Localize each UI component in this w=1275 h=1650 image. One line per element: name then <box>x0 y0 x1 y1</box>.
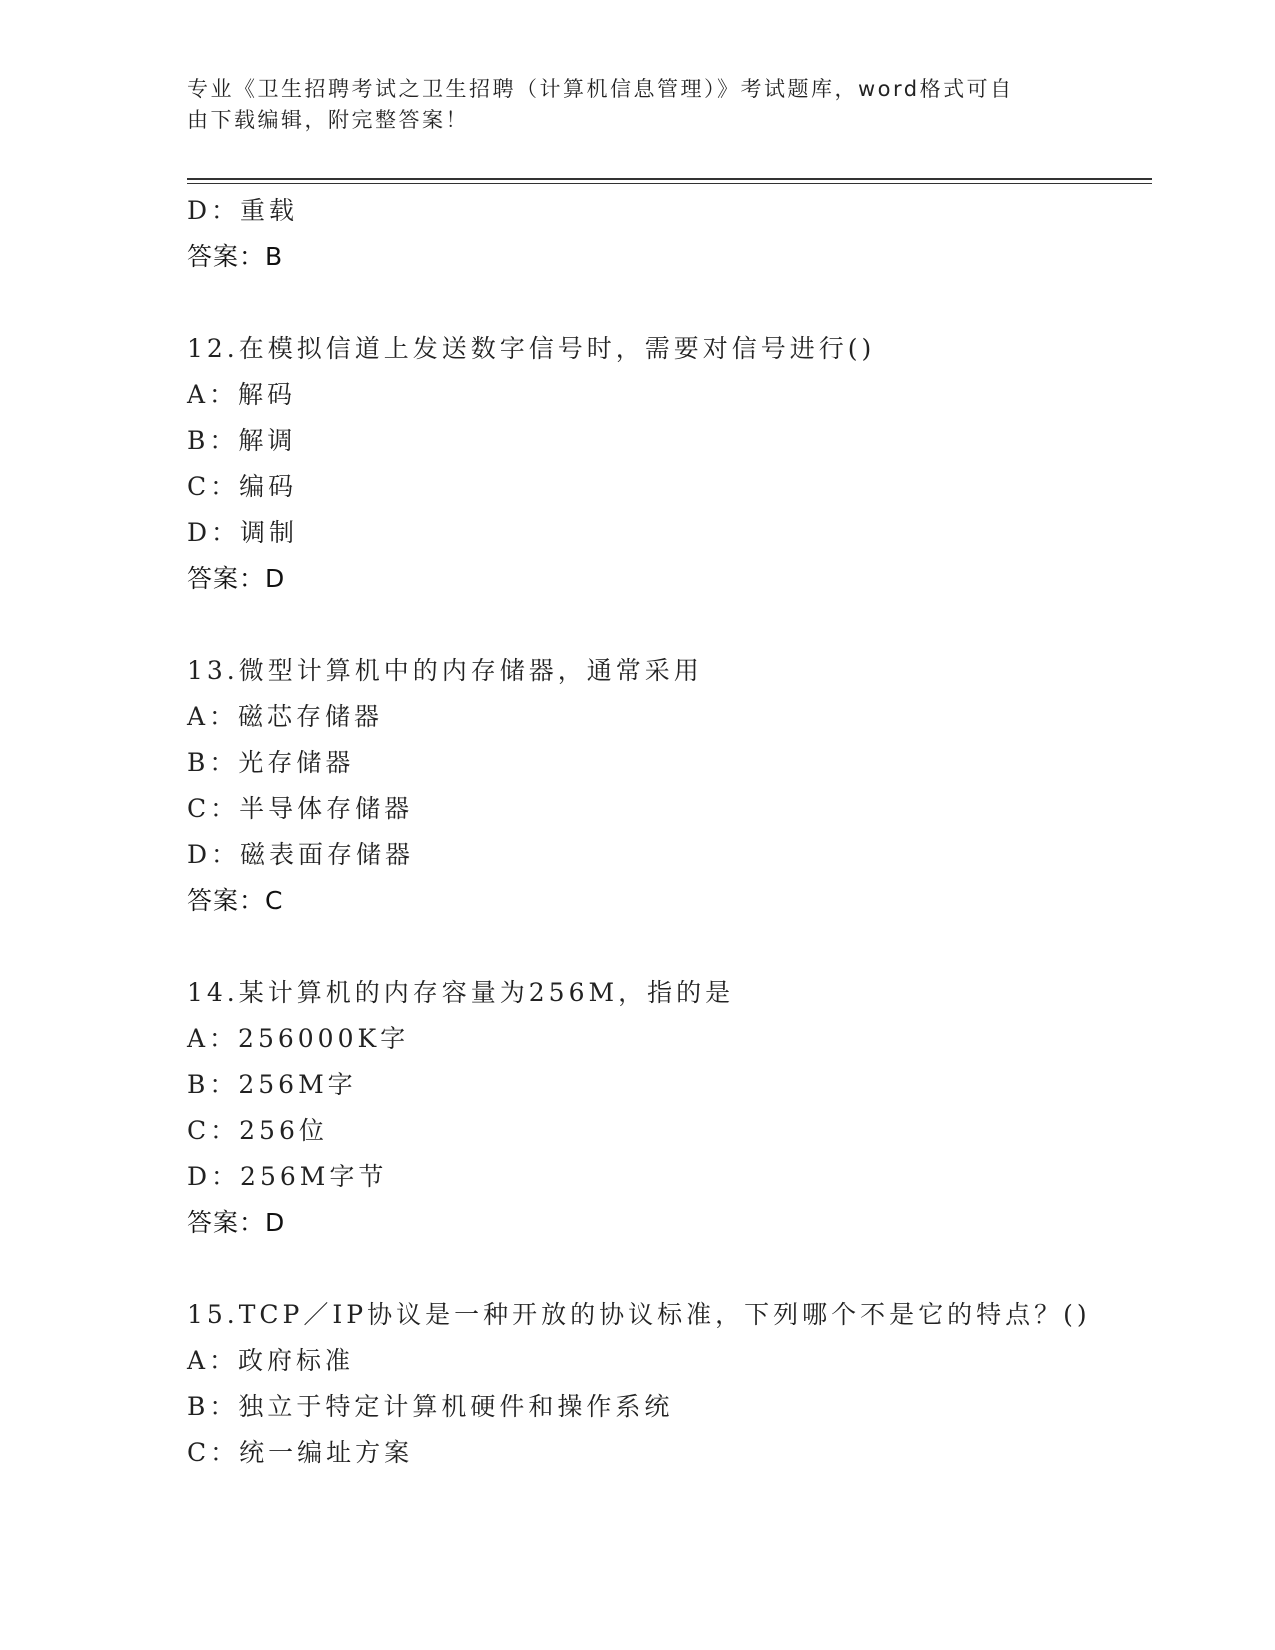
header-divider-thin <box>187 183 1152 184</box>
option-a: A：政府标准 <box>187 1346 355 1375</box>
option-c: C：统一编址方案 <box>187 1438 414 1467</box>
spacer <box>187 1246 1147 1292</box>
question-14 <box>187 970 1147 1246</box>
option-a: A：解码 <box>187 380 297 409</box>
answer-line: 答案：C <box>187 886 284 915</box>
answer-line: 答案：D <box>187 564 286 593</box>
option-c: C：编码 <box>187 472 298 501</box>
header-line-2: 由下载编辑，附完整答案！ <box>187 108 469 132</box>
option-b: B：独立于特定计算机硬件和操作系统 <box>187 1392 674 1421</box>
option-b: B：解调 <box>187 426 297 455</box>
option-d: D：256M字节 <box>187 1162 388 1191</box>
question-content <box>187 188 1147 1476</box>
spacer <box>187 924 1147 970</box>
answer-line: 答案：D <box>187 1208 286 1237</box>
option-c: C：半导体存储器 <box>187 794 414 823</box>
option-a: A：磁芯存储器 <box>187 702 384 731</box>
document-header <box>187 74 1067 136</box>
option-b: B：256M字 <box>187 1070 357 1099</box>
question-stem: 14.某计算机的内存容量为256M，指的是 <box>187 978 735 1007</box>
header-line-1: 专业《卫生招聘考试之卫生招聘（计算机信息管理）》考试题库，word格式可自 <box>187 77 1014 101</box>
question-13 <box>187 648 1147 924</box>
spacer <box>187 602 1147 648</box>
answer-line: 答案：B <box>187 242 284 271</box>
question-15 <box>187 1292 1147 1476</box>
option-d: D：调制 <box>187 518 299 547</box>
option-b: B：光存储器 <box>187 748 355 777</box>
option-a: A：256000K字 <box>187 1024 410 1053</box>
option-d: D：重载 <box>187 196 299 225</box>
option-d: D：磁表面存储器 <box>187 840 415 869</box>
question-stem: 12.在模拟信道上发送数字信号时，需要对信号进行() <box>187 334 876 363</box>
spacer <box>187 280 1147 326</box>
header-divider-thick <box>187 178 1152 180</box>
option-c: C：256位 <box>187 1116 328 1145</box>
question-stem: 15.TCP／IP协议是一种开放的协议标准，下列哪个不是它的特点？() <box>187 1300 1091 1329</box>
question-12 <box>187 326 1147 602</box>
question-stem: 13.微型计算机中的内存储器，通常采用 <box>187 656 703 685</box>
